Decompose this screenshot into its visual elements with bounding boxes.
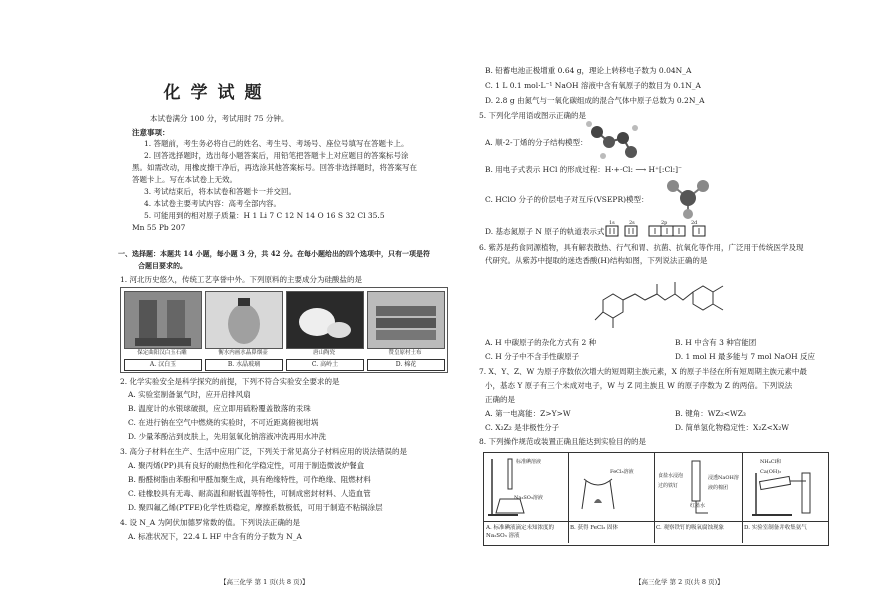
apparatus-c — [654, 453, 743, 543]
option-a: A. H 中碳原子的杂化方式有 2 种 — [485, 338, 597, 347]
option-b: B. H 中含有 3 种官能团 — [675, 338, 757, 347]
apparatus-label: Na₂SO₃溶液 — [514, 495, 543, 501]
question-1: 1. 河北历史悠久，传统工艺享誉中外。下列原料的主要成分为硅酸盐的是 — [120, 275, 363, 284]
option-a: A. 标准状况下，22.4 L HF 中含有的分子数为 N_A — [128, 532, 302, 541]
orbital-label-2s: 2s — [629, 220, 635, 226]
apparatus-label: 食盐水浸泡过的铁钉 — [658, 473, 684, 489]
option-a: A. 顺-2-丁烯的分子结构模型： — [485, 138, 588, 147]
question-8: 8. 下列操作规范或装置正确且能达到实验目的的是 — [479, 437, 647, 446]
caption-c: C. 观察铁钉的吸氧腐蚀现象 — [654, 521, 742, 543]
image-caption: 唐山陶瓷 — [312, 350, 335, 356]
option-c: C. 1 L 0.1 mol·L⁻¹ NaOH 溶液中含有氧原子的数目为 0.1N_A — [485, 81, 701, 90]
notice-5: 5. 可能用到的相对原子质量：H 1 Li 7 C 12 N 14 O 16 S 32 Cl 35.5 — [144, 211, 385, 220]
orbital-label-2p: 2p — [661, 220, 668, 226]
snuff-bottle-image — [205, 291, 283, 349]
option-c: C. 硅橡胶具有无毒、耐高温和耐低温等特性，可制成密封材料、人造血管 — [128, 489, 371, 498]
apparatus-label: 红墨水 — [690, 503, 706, 509]
question-7: 7. X、Y、Z、W 为原子序数依次增大的短周期主族元素，X 的原子半径在所有短周期主族元素中最 — [479, 367, 807, 376]
caption-b: B. 获得 FeCl₃ 固体 — [568, 521, 654, 543]
question-6-cont: 代研究。从紫苏中提取的迷迭香酸(H)结构如图，下列说法正确的是 — [485, 256, 708, 265]
notice-heading: 注意事项： — [132, 128, 170, 137]
option-d: D. 少量苯酚沾到皮肤上，先用氢氧化钠溶液冲洗再用水冲洗 — [128, 432, 327, 441]
option-b: B. 温度计的水银球破损，应立即用硫粉覆盖散落的汞珠 — [128, 404, 311, 413]
image-caption: 保定曲阳汉白玉石雕 — [137, 350, 187, 356]
option-d: D. 聚四氟乙烯(PTFE)化学性质稳定，摩擦系数极低，可用于制造不粘锅涂层 — [128, 503, 383, 512]
option-b: B. 用电子式表示 HCl 的形成过程：H·+·Cl: ⟶ H⁺[:Cl:]⁻ — [485, 165, 683, 174]
question-3: 3. 高分子材料在生产、生活中应用广泛，下列关于常见高分子材料应用的说法错误的是 — [120, 447, 408, 456]
question-6: 6. 紫苏是药食同源植物，具有解表散热、行气和胃、抗菌、抗氧化等作用，广泛用于传统医学及现 — [479, 243, 804, 252]
notice-2b: 黑。如需改动，用橡皮擦干净后，再选涂其他答案标号。回答非选择题时，将答案写在 — [132, 163, 417, 172]
option-c: C. HClO 分子的价层电子对互斥(VSEPR)模型： — [485, 195, 649, 204]
page-footer: 【高三化学 第 1 页(共 8 页)】 — [220, 578, 309, 586]
image-caption: 衡水内画水晶鼻烟壶 — [218, 350, 268, 356]
apparatus-label: FeCl₃溶液 — [610, 469, 634, 475]
question-5: 5. 下列化学用语或图示正确的是 — [479, 111, 587, 120]
page-2 — [435, 0, 870, 615]
question-8-apparatus-table — [483, 452, 829, 546]
notice-2c: 答题卡上。写在本试卷上无效。 — [132, 175, 237, 184]
caption-a: A. 标准碘液滴定未知浓度的 Na₂SO₃ 溶液 — [484, 521, 568, 543]
question-7-cont: 小，基态 Y 原子有三个未成对电子，W 与 Z 同主族且 W 的原子序数为 Z 的两倍。下列说法 — [485, 381, 793, 390]
option-a: A. 汉白玉 — [124, 359, 202, 371]
option-b: B. 水晶玻璃 — [205, 359, 283, 371]
option-d: D. 2.8 g 由氮气与一氧化碳组成的混合气体中原子总数为 0.2N_A — [485, 96, 705, 105]
option-c: C. 高岭土 — [286, 359, 364, 371]
notice-5b: Mn 55 Pb 207 — [132, 223, 186, 232]
butene-ball-model — [583, 118, 639, 164]
section-title-cont: 合题目要求的。 — [138, 261, 187, 270]
option-d: D. 简单氢化物稳定性：X₂Z<X₂W — [675, 423, 789, 432]
page-footer: 【高三化学 第 2 页(共 8 页)】 — [635, 578, 724, 586]
image-caption: 赞皇原村土布 — [388, 350, 422, 356]
option-d: D. 棉花 — [367, 359, 445, 371]
apparatus-label: 浸透NaOH溶液的棉团 — [708, 475, 739, 491]
evaporating-dish-icon — [578, 459, 618, 519]
option-d: D. 1 mol H 最多能与 7 mol NaOH 反应 — [675, 352, 816, 361]
ceramics-image — [286, 291, 364, 349]
rosmarinic-acid-structure — [583, 270, 733, 332]
notice-3: 3. 考试结束后，将本试卷和答题卡一并交回。 — [144, 187, 297, 196]
option-b: B. 酚醛树脂由苯酚和甲醛加聚生成，具有绝缘特性，可作绝缘、阻燃材料 — [128, 475, 371, 484]
question-7-cont2: 正确的是 — [485, 395, 515, 404]
option-d: D. 基态氮原子 N 原子的轨道表示式： — [485, 227, 612, 236]
apparatus-b — [568, 453, 655, 543]
apparatus-a — [484, 453, 569, 543]
notice-1: 1. 答题前，考生务必将自己的姓名、考生号、考场号、座位号填写在答题卡上。 — [144, 139, 409, 148]
vsepr-model — [663, 176, 713, 220]
option-a: A. 实验室制备氯气时，应开启排风扇 — [128, 390, 251, 399]
question-4: 4. 设 N_A 为阿伏加德罗常数的值。下列说法正确的是 — [120, 518, 301, 527]
cloth-image — [367, 291, 445, 349]
marble-carving-image — [124, 291, 202, 349]
notice-2: 2. 回答选择题时，选出每小题答案后，用铅笔把答题卡上对应题目的答案标号涂 — [144, 151, 409, 160]
apparatus-label: 标准碘溶液 — [516, 459, 542, 465]
apparatus-label: NH₄Cl和Ca(OH)₂ — [760, 459, 782, 475]
orbital-label-1s: 1s — [609, 220, 615, 226]
option-b: B. 键角：WZ₂<WZ₃ — [675, 409, 746, 418]
option-c: C. X₂Z₂ 是非极性分子 — [485, 423, 560, 432]
burette-icon — [488, 457, 528, 519]
orbital-label-2d: 2d — [691, 220, 698, 226]
exam-info: 本试卷满分 100 分，考试用时 75 分钟。 — [150, 114, 289, 123]
test-tube-icon — [682, 457, 712, 519]
orbital-diagram — [605, 218, 715, 238]
notice-4: 4. 本试卷主要考试内容：高考全部内容。 — [144, 199, 282, 208]
ammonia-setup-icon — [752, 471, 822, 517]
option-b: B. 铅蓄电池正极增重 0.64 g，理论上转移电子数为 0.04N_A — [485, 66, 692, 75]
option-c: C. H 分子中不含手性碳原子 — [485, 352, 580, 361]
caption-d: D. 实验室制备并收集氨气 — [742, 521, 828, 543]
option-a: A. 第一电离能：Z>Y>W — [485, 409, 571, 418]
orbital-boxes — [605, 225, 715, 237]
section-title: 一、选择题：本题共 14 小题，每小题 3 分，共 42 分。在每小题给出的四个选项中，只有一项是符 — [118, 249, 430, 258]
option-c: C. 在进行钠在空气中燃烧的实验时，不可近距离俯视坩埚 — [128, 418, 319, 427]
question-1-image-strip — [120, 287, 448, 373]
option-a: A. 聚丙烯(PP)具有良好的耐热性和化学稳定性，可用于制造微波炉餐盒 — [128, 461, 365, 470]
page-title: 化学试题 — [163, 83, 272, 103]
apparatus-d — [742, 453, 828, 543]
question-2: 2. 化学实验安全是科学探究的前提，下列不符合实验安全要求的是 — [120, 377, 340, 386]
